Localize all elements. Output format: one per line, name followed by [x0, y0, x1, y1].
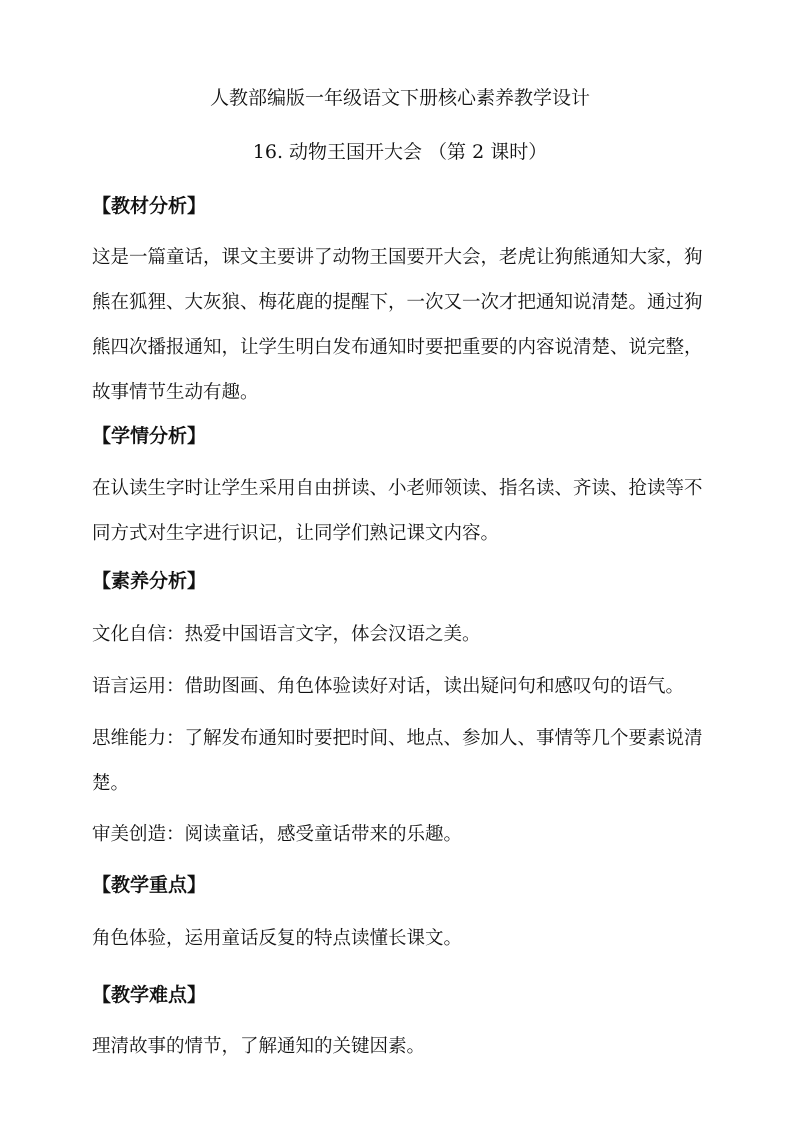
paragraph-line: 角色体验，运用童话反复的特点读懂长课文。	[92, 928, 463, 949]
competency-item-language	[92, 664, 712, 709]
paragraph-line: 语言运用：借助图画、角色体验读好对话，读出疑问句和感叹句的语气。	[92, 676, 685, 697]
section-heading-learner-analysis: 【学情分析】	[92, 425, 207, 447]
textbook-analysis-paragraph	[92, 235, 712, 415]
paragraph-line: 文化自信：热爱中国语言文字，体会汉语之美。	[92, 624, 481, 645]
lesson-subtitle: 16. 动物王国开大会 （第 2 课时）	[252, 141, 548, 163]
paragraph-line: 故事情节生动有趣。	[92, 382, 259, 403]
competency-item-culture	[92, 612, 712, 657]
section-heading-difficulties: 【教学难点】	[92, 984, 207, 1006]
section-heading-textbook-analysis: 【教材分析】	[92, 195, 207, 217]
paragraph-line: 这是一篇童话，课文主要讲了动物王国要开大会，老虎让狗熊通知大家，狗	[92, 247, 703, 268]
competency-item-thinking	[92, 716, 712, 806]
paragraph-line: 在认读生字时让学生采用自由拼读、小老师领读、指名读、齐读、抢读等不	[92, 478, 703, 499]
paragraph-line: 思维能力：了解发布通知时要把时间、地点、参加人、事情等几个要素说清	[92, 728, 703, 749]
learner-analysis-paragraph	[92, 466, 712, 556]
paragraph-line: 楚。	[92, 773, 130, 794]
competency-item-aesthetics	[92, 812, 712, 857]
paragraph-line: 熊四次播报通知，让学生明白发布通知时要把重要的内容说清楚、说完整，	[92, 337, 703, 358]
difficulties-paragraph	[92, 1024, 712, 1069]
paragraph-line: 审美创造：阅读童话，感受童话带来的乐趣。	[92, 824, 463, 845]
document-title: 人教部编版一年级语文下册核心素养教学设计	[209, 87, 590, 109]
paragraph-line: 同方式对生字进行识记，让同学们熟记课文内容。	[92, 523, 500, 544]
section-heading-competency-analysis: 【素养分析】	[92, 570, 207, 592]
paragraph-line: 理清故事的情节，了解通知的关键因素。	[92, 1036, 426, 1057]
key-points-paragraph	[92, 916, 712, 961]
section-heading-key-points: 【教学重点】	[92, 874, 207, 896]
paragraph-line: 熊在狐狸、大灰狼、梅花鹿的提醒下，一次又一次才把通知说清楚。通过狗	[92, 292, 703, 313]
